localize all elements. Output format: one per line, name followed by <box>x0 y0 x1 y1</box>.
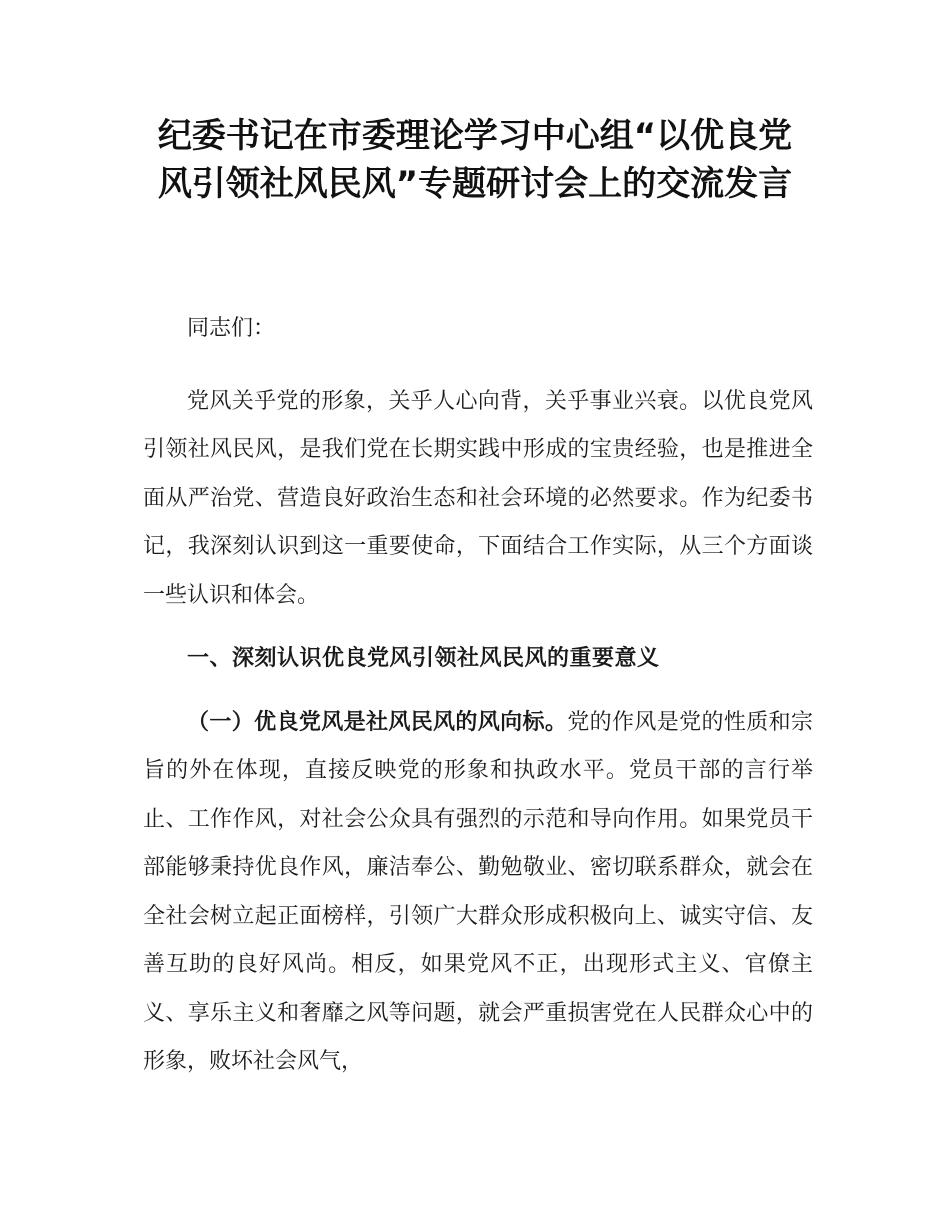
greeting: 同志们： <box>187 316 276 341</box>
title-line-1: 纪委书记在市委理论学习中心组“以优良党 <box>157 116 793 156</box>
section-heading: 一、深刻认识优良党风引领社风民风的重要意义 <box>187 646 660 671</box>
title-line-2: 风引领社风民风”专题研讨会上的交流发言 <box>157 164 793 204</box>
subsection-text: 党的作风是党的性质和宗旨的外在体现，直接反映党的形象和执政水平。党员干部的言行举止、工作作风，对社会公众具有强烈的示范和导向作用。如果党员干部能够秉持优良作风，廉洁奉公、勤勉敬业、密切联系群众，就会在全社会树立起正面榜样，引领广大群众形成积极向上、诚实守信、友善互助的良好风尚。相反，如果党风不正，出现形式主义、官僚主义、享乐主义和奢靡之风等问题，就会严重损害党在人民群众心中的形象，败坏社会风气， <box>143 709 813 1074</box>
document-title <box>100 112 850 208</box>
subsection-paragraph <box>143 699 813 1087</box>
intro-paragraph: 党风关乎党的形象，关乎人心向背，关乎事业兴衰。以优良党风引领社风民风，是我们党在长期实践中形成的宝贵经验，也是推进全面从严治党、营造良好政治生态和社会环境的必然要求。作为纪委书记，我深刻认识到这一重要使命，下面结合工作实际，从三个方面谈一些认识和体会。 <box>143 388 813 608</box>
subsection-lead: （一）优良党风是社风民风的风向标。 <box>187 709 568 735</box>
document-body <box>143 305 813 1087</box>
